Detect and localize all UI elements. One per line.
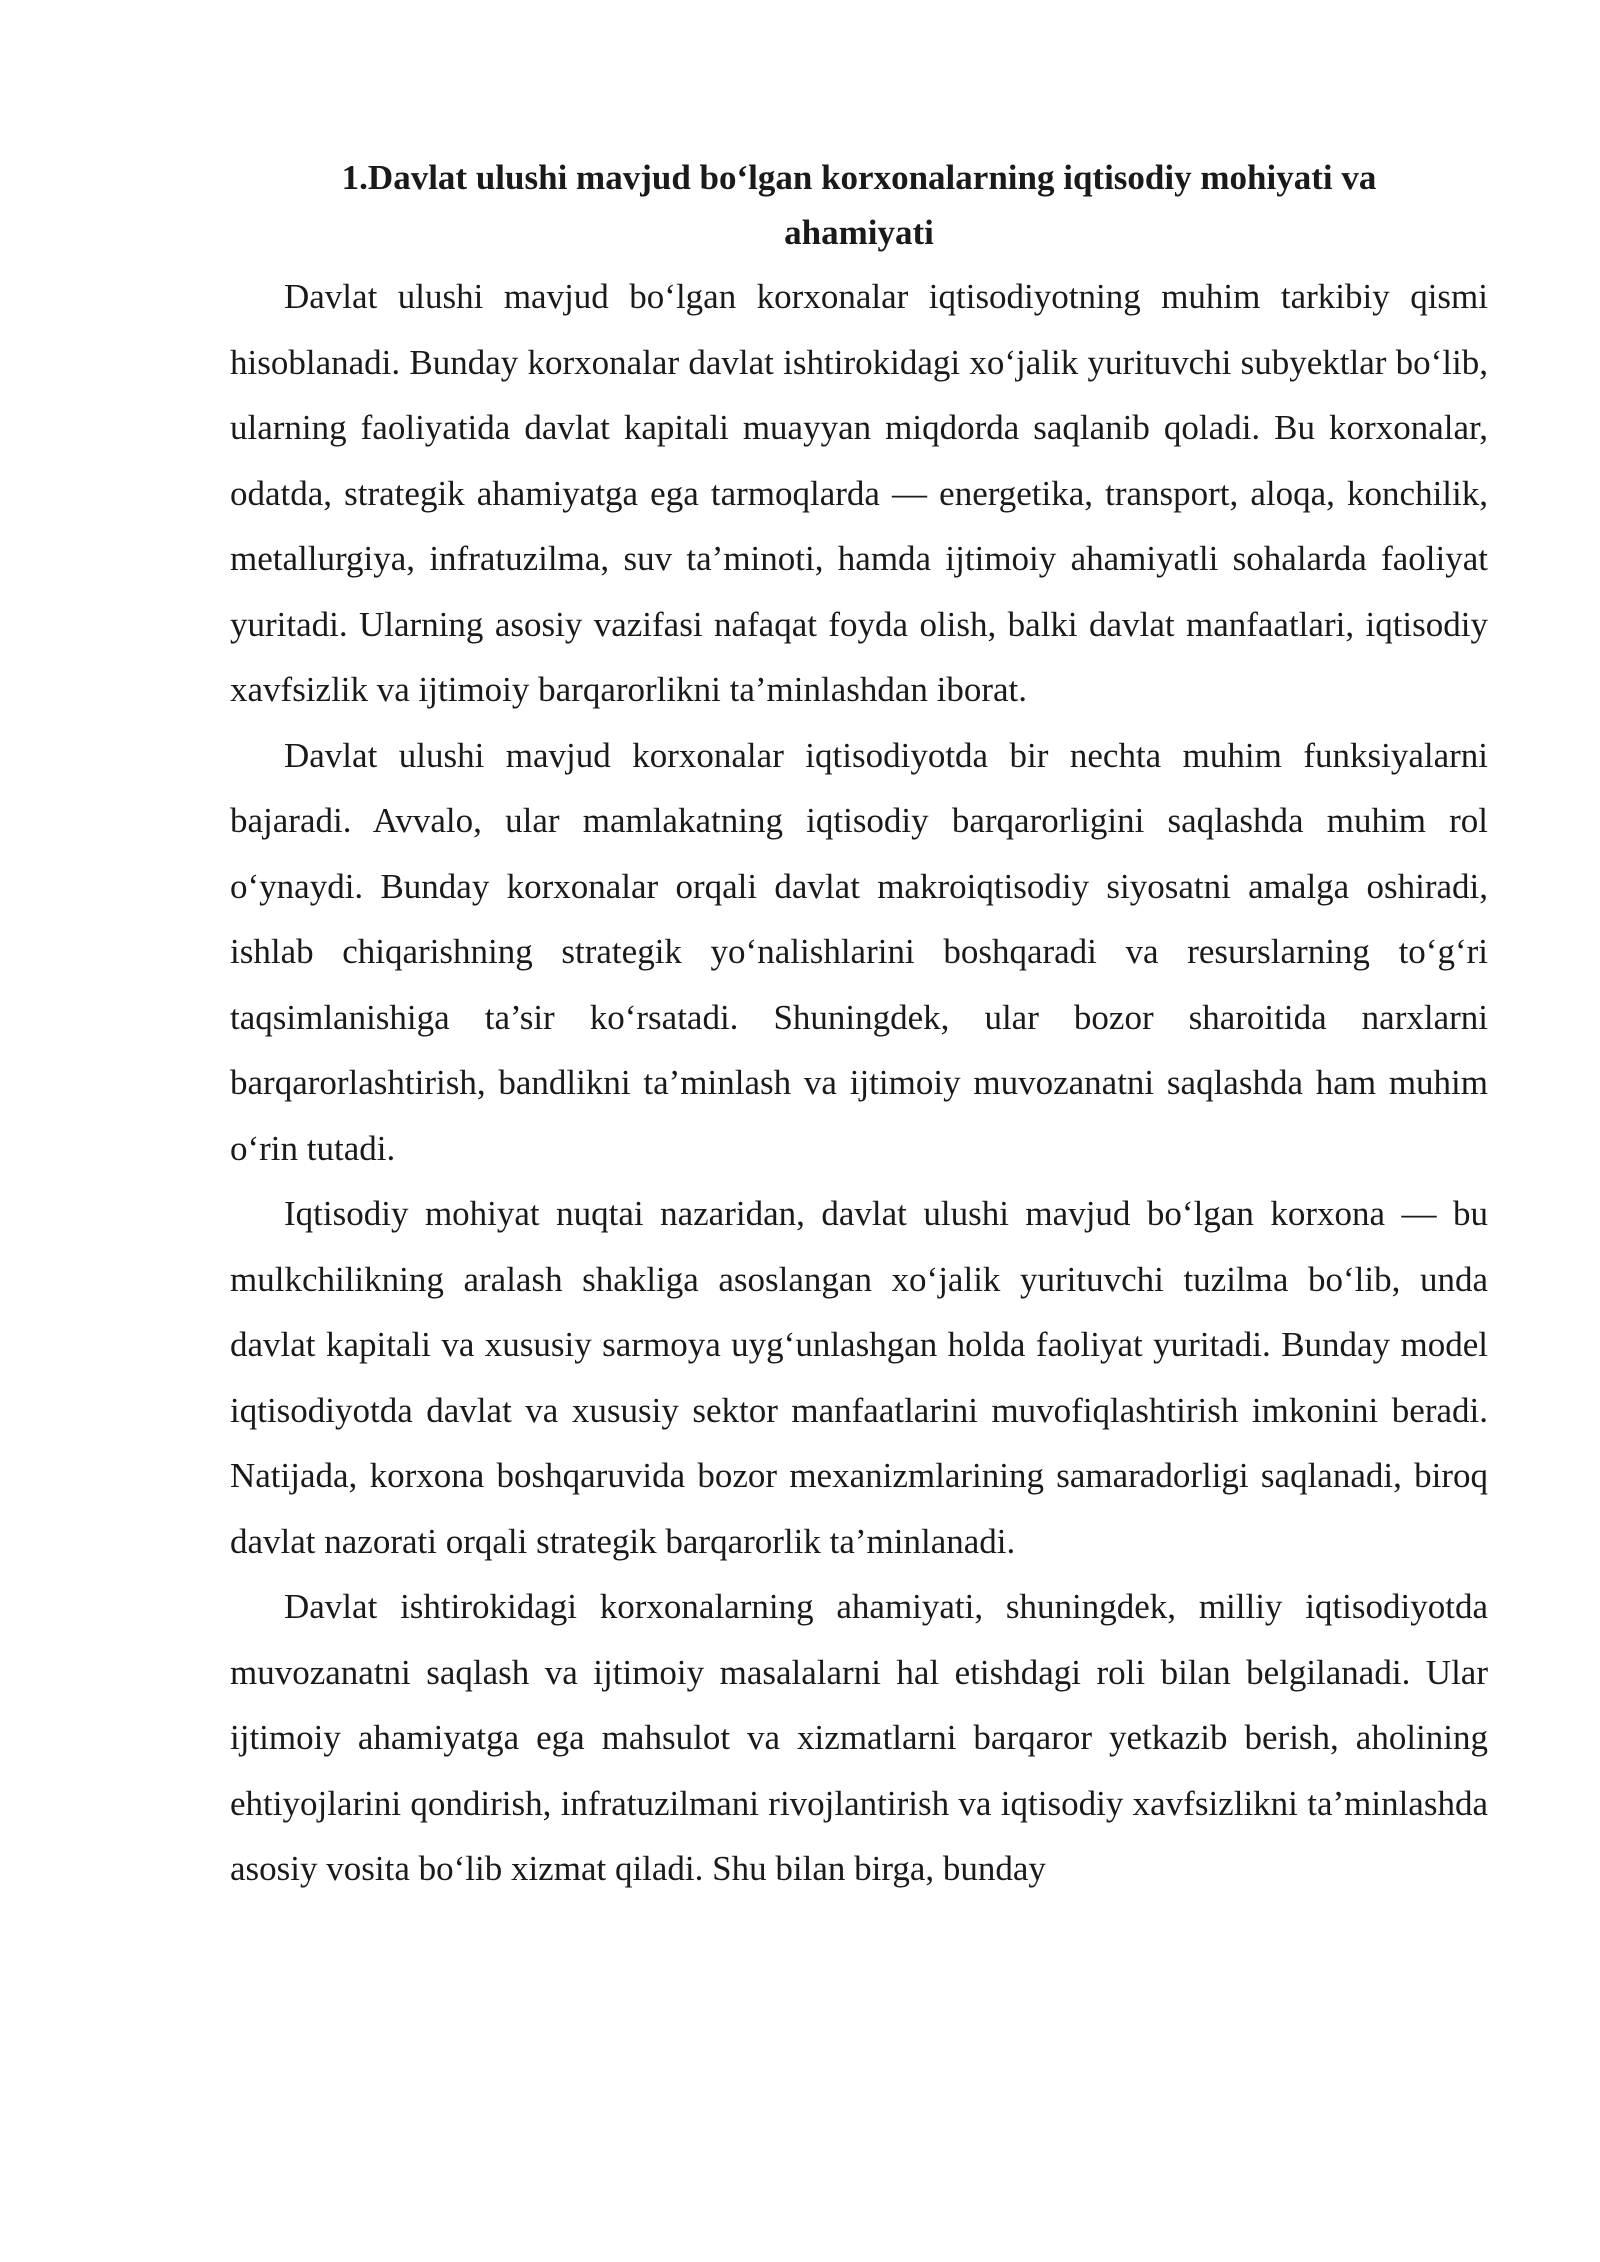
paragraph-3: Iqtisodiy mohiyat nuqtai nazaridan, davlat ulushi mavjud bo‘lgan korxona — bu mulkchilikning aralash shakliga asoslangan xo‘jalik yurituvchi tuzilma bo‘lib, unda davlat kapitali va xususiy sarmoya uyg‘unlashgan holda faoliyat yuritadi. Bunday model iqtisodiyotda davlat va xususiy sektor manfaatlarini muvofiqlashtirish imkonini beradi. Natijada, korxona boshqaruvida bozor mexanizmlarining samaradorligi saqlanadi, biroq davlat nazorati orqali strategik barqarorlik ta’minlanadi.	[230, 1194, 1488, 1561]
paragraph-1: Davlat ulushi mavjud bo‘lgan korxonalar iqtisodiyotning muhim tarkibiy qismi hisoblanadi. Bunday korxonalar davlat ishtirokidagi xo‘jalik yurituvchi subyektlar bo‘lib, ularning faoliyatida davlat kapitali muayyan miqdorda saqlanib qoladi. Bu korxonalar, odatda, strategik ahamiyatga ega tarmoqlarda — energetika, transport, aloqa, konchilik, metallurgiya, infratuzilma, suv ta’minoti, hamda ijtimoiy ahamiyatli sohalarda faoliyat yuritadi. Ularning asosiy vazifasi nafaqat foyda olish, balki davlat manfaatlari, iqtisodiy xavfsizlik va ijtimoiy barqarorlikni ta’minlashdan iborat.	[230, 277, 1488, 709]
document-page	[230, 150, 1488, 1902]
paragraph-2: Davlat ulushi mavjud korxonalar iqtisodiyotda bir nechta muhim funksiyalarni bajaradi. Avvalo, ular mamlakatning iqtisodiy barqarorligini saqlashda muhim rol o‘ynaydi. Bunday korxonalar orqali davlat makroiqtisodiy siyosatni amalga oshiradi, ishlab chiqarishning strategik yo‘nalishlarini boshqaradi va resurslarning to‘g‘ri taqsimlanishiga ta’sir ko‘rsatadi. Shuningdek, ular bozor sharoitida narxlarni barqarorlashtirish, bandlikni ta’minlash va ijtimoiy muvozanatni saqlashda ham muhim o‘rin tutadi.	[230, 735, 1488, 1168]
paragraph-4: Davlat ishtirokidagi korxonalarning ahamiyati, shuningdek, milliy iqtisodiyotda muvozanatni saqlash va ijtimoiy masalalarni hal etishdagi roli bilan belgilanadi. Ular ijtimoiy ahamiyatga ega mahsulot va xizmatlarni barqaror yetkazib berish, aholining ehtiyojlarini qondirish, infratuzilmani rivojlantirish va iqtisodiy xavfsizlikni ta’minlashda asosiy vosita bo‘lib xizmat qiladi. Shu bilan birga, bunday	[230, 1587, 1488, 1888]
section-title: 1.Davlat ulushi mavjud bo‘lgan korxonalarning iqtisodiy mohiyati va ahamiyati	[341, 158, 1377, 252]
